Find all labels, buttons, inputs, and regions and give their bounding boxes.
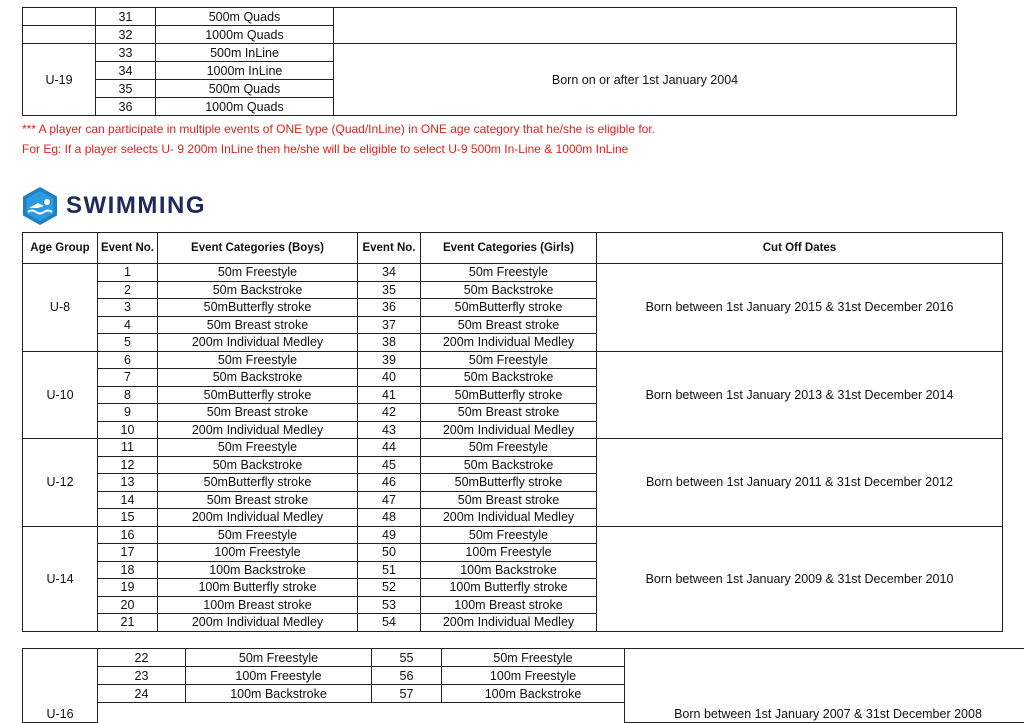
boys-event-cell: 200m Individual Medley [158,509,358,527]
girls-event-cell: 50m Freestyle [421,264,597,282]
boys-event-cell: 100m Breast stroke [158,596,358,614]
girls-event-cell: 50mButterfly stroke [421,474,597,492]
boys-event-cell: 50m Breast stroke [158,316,358,334]
girls-event-no-cell: 55 [372,649,442,667]
boys-event-cell: 50m Backstroke [158,456,358,474]
girls-event-no-cell: 43 [358,421,421,439]
boys-event-cell: 100m Backstroke [186,685,372,703]
boys-event-no-cell: 9 [98,404,158,422]
girls-event-cell: 100m Butterfly stroke [421,579,597,597]
table-row [23,649,1024,667]
girls-event-cell: 100m Backstroke [442,685,625,703]
boys-event-no-cell: 11 [98,439,158,457]
table-row [23,439,1003,457]
cutoff-cell: Born between 1st January 2009 & 31st December 2010 [597,526,1003,631]
girls-event-cell: 50m Freestyle [421,351,597,369]
girls-event-cell: 100m Breast stroke [421,596,597,614]
girls-event-no-cell: 36 [358,299,421,317]
boys-event-cell: 50m Freestyle [158,439,358,457]
table-row [23,351,1003,369]
event-no-cell: 31 [96,8,156,26]
girls-event-cell: 50m Freestyle [421,439,597,457]
girls-event-cell: 200m Individual Medley [421,614,597,632]
age-group-cell: U-12 [23,439,98,527]
age-group-cell: U-10 [23,351,98,439]
girls-event-cell: 50mButterfly stroke [421,299,597,317]
boys-event-cell: 100m Backstroke [158,561,358,579]
header-age-group: Age Group [23,233,98,264]
event-no-cell: 35 [96,80,156,98]
boys-event-no-cell: 13 [98,474,158,492]
age-group-cell: U-19 [23,44,96,116]
girls-event-cell: 50m Backstroke [421,281,597,299]
boys-event-cell: 50m Breast stroke [158,491,358,509]
girls-event-cell: 200m Individual Medley [421,509,597,527]
boys-event-no-cell: 5 [98,334,158,352]
boys-event-cell: 50m Breast stroke [158,404,358,422]
girls-event-no-cell: 57 [372,685,442,703]
boys-event-cell: 50m Freestyle [158,526,358,544]
girls-event-no-cell: 54 [358,614,421,632]
boys-event-cell: 50m Backstroke [158,369,358,387]
boys-event-cell: 50mButterfly stroke [158,386,358,404]
girls-event-cell: 50m Breast stroke [421,404,597,422]
girls-event-cell: 100m Freestyle [421,544,597,562]
boys-event-no-cell: 6 [98,351,158,369]
cutoff-cell: Born between 1st January 2013 & 31st December 2014 [597,351,1003,439]
age-group-cell: U-14 [23,526,98,631]
event-category-cell: 1000m InLine [156,62,334,80]
boys-event-no-cell: 8 [98,386,158,404]
boys-event-no-cell: 1 [98,264,158,282]
girls-event-no-cell: 50 [358,544,421,562]
boys-event-no-cell: 2 [98,281,158,299]
girls-event-no-cell: 45 [358,456,421,474]
note-line-2: For Eg: If a player selects U- 9 200m InLine then he/she will be eligible to select U-9 500m In-Line & 1000m InLine [22,142,629,156]
boys-event-cell: 100m Butterfly stroke [158,579,358,597]
age-group-cell: U-8 [23,264,98,352]
boys-event-no-cell: 19 [98,579,158,597]
table-row [23,264,1003,282]
boys-event-cell: 50mButterfly stroke [158,474,358,492]
boys-event-cell: 50mButterfly stroke [158,299,358,317]
event-no-cell: 34 [96,62,156,80]
header-cutoff: Cut Off Dates [597,233,1003,264]
header-girls: Event Categories (Girls) [421,233,597,264]
girls-event-no-cell: 35 [358,281,421,299]
girls-event-no-cell: 40 [358,369,421,387]
girls-event-cell: 50m Backstroke [421,456,597,474]
boys-event-no-cell: 15 [98,509,158,527]
cutoff-cell [625,649,1024,703]
cutoff-cell: Born between 1st January 2011 & 31st December 2012 [597,439,1003,527]
girls-event-no-cell: 48 [358,509,421,527]
boys-event-no-cell: 7 [98,369,158,387]
girls-event-cell: 50m Breast stroke [421,316,597,334]
boys-event-cell: 50m Freestyle [158,351,358,369]
section-title: SWIMMING [66,192,206,219]
cutoff-cell [334,8,957,44]
boys-event-no-cell: 10 [98,421,158,439]
note-line-1: *** A player can participate in multiple events of ONE type (Quad/InLine) in ONE age category that he/she is eligible for. [22,122,656,136]
age-group-cell [23,8,96,26]
age-group-cell: U-16 [23,703,98,723]
boys-event-cell: 50m Freestyle [158,264,358,282]
girls-event-cell: 50m Breast stroke [421,491,597,509]
boys-event-cell: 200m Individual Medley [158,334,358,352]
girls-event-no-cell: 47 [358,491,421,509]
event-no-cell: 32 [96,26,156,44]
boys-event-no-cell: 22 [98,649,186,667]
event-category-cell: 1000m Quads [156,98,334,116]
boys-event-no-cell: 3 [98,299,158,317]
cutoff-cell: Born on or after 1st January 2004 [334,44,957,116]
boys-event-cell: 200m Individual Medley [158,614,358,632]
boys-event-no-cell: 12 [98,456,158,474]
swimming-table [22,232,1003,632]
boys-event-no-cell: 14 [98,491,158,509]
boys-event-cell: 100m Freestyle [158,544,358,562]
girls-event-cell: 50m Freestyle [442,649,625,667]
girls-event-no-cell: 41 [358,386,421,404]
cutoff-cell: Born between 1st January 2007 & 31st December 2008 [625,703,1024,723]
girls-event-no-cell: 37 [358,316,421,334]
boys-event-cell: 200m Individual Medley [158,421,358,439]
boys-event-no-cell: 4 [98,316,158,334]
event-no-cell: 33 [96,44,156,62]
girls-event-no-cell: 52 [358,579,421,597]
girls-event-cell: 50m Freestyle [421,526,597,544]
girls-event-no-cell: 34 [358,264,421,282]
boys-event-cell: 50m Freestyle [186,649,372,667]
girls-event-no-cell: 46 [358,474,421,492]
girls-event-cell: 50mButterfly stroke [421,386,597,404]
event-category-cell: 500m Quads [156,8,334,26]
event-category-cell: 1000m Quads [156,26,334,44]
cutoff-cell: Born between 1st January 2015 & 31st December 2016 [597,264,1003,352]
girls-event-no-cell: 44 [358,439,421,457]
table-row [23,526,1003,544]
boys-event-no-cell: 17 [98,544,158,562]
girls-event-no-cell: 56 [372,667,442,685]
girls-event-no-cell: 53 [358,596,421,614]
girls-event-cell: 200m Individual Medley [421,334,597,352]
boys-event-no-cell: 21 [98,614,158,632]
boys-event-no-cell: 18 [98,561,158,579]
age-group-cell [23,649,98,703]
boys-event-no-cell: 20 [98,596,158,614]
table-row [23,703,1024,723]
girls-event-no-cell: 39 [358,351,421,369]
girls-event-no-cell: 49 [358,526,421,544]
boys-event-cell: 50m Backstroke [158,281,358,299]
girls-event-cell: 100m Backstroke [421,561,597,579]
boys-event-no-cell: 16 [98,526,158,544]
girls-event-cell: 50m Backstroke [421,369,597,387]
boys-event-no-cell: 23 [98,667,186,685]
event-category-cell: 500m Quads [156,80,334,98]
boys-event-cell: 100m Freestyle [186,667,372,685]
header-event-no-girls: Event No. [358,233,421,264]
swimmer-hexagon-icon [20,186,60,226]
swimming-table-continued [22,648,1024,723]
girls-event-cell: 200m Individual Medley [421,421,597,439]
girls-event-no-cell: 38 [358,334,421,352]
event-no-cell: 36 [96,98,156,116]
age-group-cell [23,26,96,44]
empty-cell [98,703,625,723]
event-category-cell: 500m InLine [156,44,334,62]
header-boys: Event Categories (Boys) [158,233,358,264]
girls-event-no-cell: 51 [358,561,421,579]
skating-table [22,7,957,116]
boys-event-no-cell: 24 [98,685,186,703]
girls-event-no-cell: 42 [358,404,421,422]
header-event-no: Event No. [98,233,158,264]
girls-event-cell: 100m Freestyle [442,667,625,685]
